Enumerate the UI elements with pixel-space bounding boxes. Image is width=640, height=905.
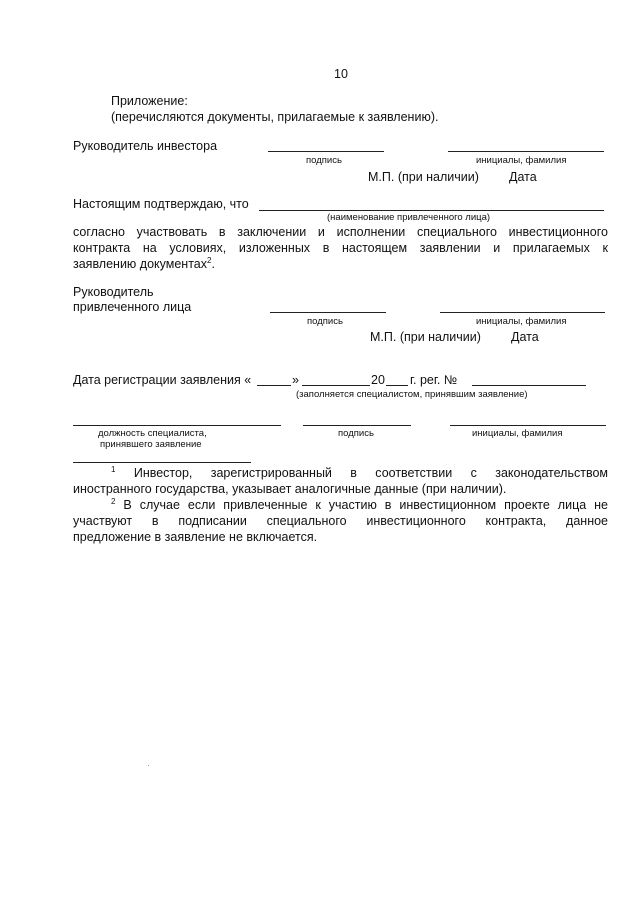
involved-date: Дата — [511, 330, 539, 344]
appendix-note: (перечисляются документы, прилагаемые к заявлению). — [111, 110, 439, 124]
appendix-title: Приложение: — [111, 94, 188, 108]
footnote-2-line-2: участвуют в подписании специального инвестиционного контракта, данное — [73, 514, 608, 528]
involved-stamp: М.П. (при наличии) — [370, 330, 481, 344]
registration-prefix: Дата регистрации заявления « — [73, 373, 252, 387]
footnote-1-line-1 — [111, 465, 608, 481]
confirm-prefix: Настоящим подтверждаю, что — [73, 197, 249, 211]
specialist-signature-line[interactable] — [303, 425, 411, 426]
involved-signature-line[interactable] — [270, 312, 386, 313]
specialist-signature-caption: подпись — [338, 428, 374, 439]
registration-year-field[interactable] — [386, 385, 408, 386]
registration-day-field[interactable] — [257, 385, 291, 386]
specialist-initials-caption: инициалы, фамилия — [472, 428, 563, 439]
specialist-position-caption-1: должность специалиста, — [98, 428, 207, 439]
confirm-last-line — [73, 256, 215, 272]
registration-number-label: г. рег. № — [410, 373, 458, 387]
footnote-1-text: Инвестор, зарегистрированный в соответствии с законодательством — [133, 466, 608, 480]
footnote-2-line-3: предложение в заявление не включается. — [73, 530, 318, 544]
involved-initials-line[interactable] — [440, 312, 605, 313]
confirm-line-2: контракта на условиях, изложенных в настоящем заявлении и прилагаемых к — [73, 241, 608, 255]
confirm-last-text: заявлению документах — [73, 257, 207, 271]
investor-date: Дата — [509, 170, 537, 184]
footnote-ref-2[interactable]: 2 — [206, 255, 212, 265]
involved-head-label-1: Руководитель — [73, 285, 154, 299]
confirm-line-1: согласно участвовать в заключении и исполнении специального инвестиционного — [73, 225, 608, 239]
specialist-initials-line[interactable] — [450, 425, 606, 426]
page-number: 10 — [334, 67, 348, 81]
registration-month-field[interactable] — [302, 385, 370, 386]
involved-entity-caption: (наименование привлеченного лица) — [327, 212, 491, 223]
footnote-2-mark: 2 — [111, 496, 116, 506]
scan-speck — [148, 765, 149, 766]
footnote-2-line-1 — [111, 497, 608, 513]
involved-entity-name-line[interactable] — [259, 210, 604, 211]
involved-initials-caption: инициалы, фамилия — [476, 316, 567, 327]
investor-stamp: М.П. (при наличии) — [368, 170, 479, 184]
involved-signature-caption: подпись — [307, 316, 343, 327]
specialist-position-line[interactable] — [73, 425, 281, 426]
investor-signature-caption: подпись — [306, 155, 342, 166]
confirm-end: . — [211, 257, 215, 271]
registration-quote-close: » — [292, 373, 299, 387]
involved-head-label-2: привлеченного лица — [73, 300, 192, 314]
investor-head-label: Руководитель инвестора — [73, 139, 218, 153]
investor-signature-line[interactable] — [268, 151, 384, 152]
footnote-2-text: В случае если привлеченные к участию в инвестиционном проекте лица не — [123, 498, 608, 512]
investor-initials-line[interactable] — [448, 151, 604, 152]
footnote-1-mark: 1 — [111, 464, 116, 474]
footnote-1-line-2: иностранного государства, указывает аналогичные данные (при наличии). — [73, 482, 507, 496]
registration-caption: (заполняется специалистом, принявшим заявление) — [296, 389, 528, 400]
footnote-separator — [73, 462, 251, 463]
registration-year-prefix: 20 — [371, 373, 385, 387]
specialist-position-caption-2: принявшего заявление — [100, 439, 202, 450]
registration-number-field[interactable] — [472, 385, 586, 386]
investor-initials-caption: инициалы, фамилия — [476, 155, 567, 166]
